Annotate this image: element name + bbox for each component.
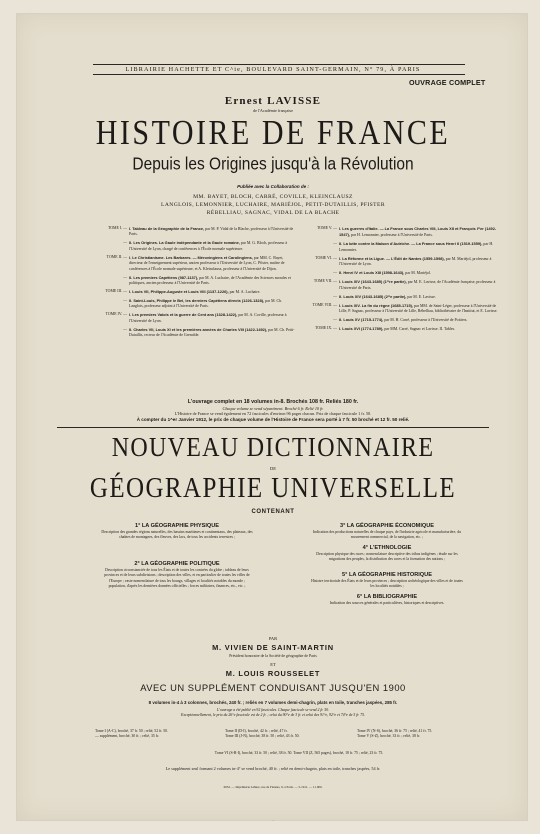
tome-price: Tome I (A-C), broché, 37 fr. 50 ; relié, 52 fr. 50. <box>95 729 169 733</box>
section-political-geography: 2° LA GÉOGRAPHIE POLITIQUE Description circonstanciée de tous les États et de toutes les contrées du globe ; tableau de leurs provinces et de leurs subdivisions ; description des villes, et en particulier de toutes les villes de l'Europe ; vaste nomenclature de tous les bourgs, villages et localités notables du monde ; population, d'après les dernières données officielles ; forces militaires, finances, etc., etc. ; <box>104 561 250 588</box>
editor-vivien-role: Président honoraire de la Société de géographie de Paris <box>229 654 317 658</box>
editor-vivien: M. VIVIEN DE SAINT-MARTIN <box>212 643 334 652</box>
top-rule <box>93 64 465 65</box>
foot-mark: · <box>272 818 274 823</box>
volume-entry: — II. Les premiers Capétiens (987-1137), par M. A. Luchaire, de l'Académie des Sciences morales et politiques, ancien professeur à l'Université de Paris. <box>123 274 291 286</box>
tome-price: Tome II (D-I), broché, 42 fr. ; relié, 47 fr. <box>225 729 288 733</box>
supplement-title: AVEC UN SUPPLÉMENT CONDUISANT JUSQU'EN 1900 <box>140 682 406 693</box>
tome-price: Tome V (S-Z), broché, 33 fr. ; relié, 38 fr. <box>357 734 421 739</box>
tome-price: Tome III (J-N), broché, 38 fr. 50 ; relié, 43 fr. 50. <box>225 734 300 739</box>
supplement-note: Le supplément seul formant 2 volumes in-4° se vend broché, 40 fr. ; relié en demi-chagrin, plats en toile, tranches jaspées, 54 fr. <box>165 766 381 771</box>
section-economic-geography: 3° LA GÉOGRAPHIE ÉCONOMIQUE Indication des productions naturelles de chaque pays, de l'industrie agricole et manufacturière, du mouvement commercial, de la navigation, etc. ; <box>312 523 462 540</box>
contents-heading: CONTENANT <box>251 509 295 515</box>
editor-rousselet: M. LOUIS ROUSSELET <box>225 669 321 678</box>
tome-price-last: Tome VI (S-R-I), broché, 33 fr. 50 ; relié, 38 fr. 50. Tome VII (Z, 565 pages), broché, 18 fr. 75 ; relié, 23 fr. 75. <box>214 751 384 755</box>
publisher-line: LIBRAIRIE HACHETTE ET C^ie, BOULEVARD SAINT-GERMAIN, N° 79, À PARIS <box>125 66 421 73</box>
history-subtitle: Depuis les Origines jusqu'à la Révolution <box>132 155 414 175</box>
summary-line: L'ouvrage complet en 18 volumes in-8. Brochés 108 fr. Reliés 180 fr. <box>187 399 359 405</box>
summary-line: L'Histoire de France se vend également en 72 fascicules d'environ 96 pages chacun. Prix de chaque fascicule 1 fr. 50. <box>174 411 372 417</box>
volume-entry: TOME III. — I. Louis VII, Philippe-Auguste et Louis VIII (1137-1226), par M. A. Luchaire. <box>105 289 261 295</box>
complete-work-badge: OUVRAGE COMPLET <box>409 78 486 87</box>
volume-entry: TOME V. — I. Les guerres d'Italie. — La France sous Charles VIII, Louis XII et François I^er (1492-1547), par H. Lemonnier, professeur à l'Université de Paris. <box>317 226 497 238</box>
collaborators-line: LANGLOIS, LEMONNIER, LUCHAIRE, MARIÉJOL, PETIT-DUTAILLIS, PFISTER <box>161 202 385 209</box>
section-physical-geography: 1° LA GÉOGRAPHIE PHYSIQUE Description des grandes régions naturelles, des bassins maritimes et continentaux, des plateaux, des chaînes de montagnes, des fleuves, des lacs, de tous les accidents terrestres ; <box>101 523 253 540</box>
author-affiliation: de l'Académie française <box>252 108 294 113</box>
pricing-line: Exceptionnellement, le prix du 26^e fascicule est de 2 fr. ; celui du 90^e de 3 fr. et celui des 91^e, 92^e et 74^e de 5 fr. 75. <box>181 713 365 718</box>
history-pricing-summary <box>17 400 529 422</box>
tome-price: Tome IV (N-S), broché, 36 fr. 75 ; relié, 41 fr. 75. <box>357 729 433 733</box>
volume-entry: TOME II. — I. Le Christianisme. Les Barbares. — Mérovingiens et Carolingiens, par MM. C. Bayet, directeur de l'enseignement supérieur, ancien professeur à l'Université de Lyon, C. Pfister, maître de conférences à l'École normale supérieure, et A. Kleinclausz, professeur à l'Université de Dijon. <box>106 254 285 271</box>
tomes-column <box>225 729 353 740</box>
volume-entry: TOME I. — I. Tableau de la Géographie de la France, par M. P. Vidal de la Blache, professeur à l'Université de Paris. <box>107 226 294 237</box>
collaboration-heading: Publiée avec la Collaboration de : <box>237 184 309 189</box>
tome-price: — supplément, broché, 30 fr. ; relié, 35 fr. <box>95 734 160 739</box>
section-rule <box>57 427 489 428</box>
section-historical-geography: 5° LA GÉOGRAPHIE HISTORIQUE Histoire territoriale des États et de leurs provinces ; description archéologique des villes et de toutes les localités notables ; <box>311 572 463 589</box>
publisher-rule <box>93 74 465 75</box>
collaborators-line: MM. BAYET, BLOCH, CARRÉ, COVILLE, KLEINCLAUSZ <box>193 194 353 200</box>
volume-entry: — II. La lutte contre la Maison d'Autriche. — La France sous Henri II (1519-1559), par H. Lemonnier. <box>333 241 494 252</box>
volume-entry: TOME VI. — I. La Réforme et la Ligue. — L'Édit de Nantes (1559-1598), par M. Mariéjol, professeur à l'Université de Lyon. <box>315 255 492 267</box>
volume-entry: — II. Charles VII, Louis XI et les premières années de Charles VIII (1422-1492), par M. Ch. Petit-Dutaillis, recteur de l'Académie de Grenoble. <box>123 326 295 338</box>
dictionary-complete-price: 8 volumes in-4 à 3 colonnes, brochés, 240 fr. ; reliés en 7 volumes demi-chagrin, plats en toile, tranches jaspées, 285 fr. <box>148 700 398 705</box>
volume-entry: — II. Les Origines. La Gaule indépendante et la Gaule romaine, par M. G. Bloch, professeur à l'Université de Lyon, chargé de conférences à l'École normale supérieure. <box>123 240 288 251</box>
dictionary-title-top: NOUVEAU DICTIONNAIRE <box>111 433 435 463</box>
volume-entry: — II. Saint-Louis, Philippe le Bel, les derniers Capétiens directs (1226-1328), par M. Ch. Langlois, professeur adjoint à l'Université de Paris. <box>123 298 282 309</box>
collaborators-line: RÉBELLIAU, SAGNAC, VIDAL DE LA BLACHE <box>206 210 340 217</box>
collaborators-list <box>17 193 529 218</box>
tomes-column <box>357 729 475 740</box>
et-label: ET <box>270 662 276 667</box>
author-name: Ernest LAVISSE <box>224 95 322 107</box>
document-sheet <box>16 13 528 821</box>
dictionary-title-main: GÉOGRAPHIE UNIVERSELLE <box>89 473 457 505</box>
volume-entry: — II. Henri IV et Louis XIII (1598-1643), par M. Mariéjol. <box>333 270 432 276</box>
summary-line: Chaque volume se vend séparément. Broché 6 fr. Relié 10 fr. <box>222 405 324 411</box>
volume-entry: TOME IV. — I. Les premiers Valois et la guerre de Cent ans (1328-1422), par M. A. Coville, professeur à l'Université de Lyon. <box>105 312 287 323</box>
volume-entry: — II. Louis XIV (1643-1685) (2^e partie), par M. E. Lavisse. <box>333 293 436 299</box>
section-ethnology: 4° L'ETHNOLOGIE Description physique des races ; nomenclature descriptive des tribus indigènes ; étude sur les migrations des peuples, la distribution des races et la formation des nations ; <box>316 545 458 562</box>
par-label: PAR <box>268 636 278 641</box>
dictionary-fascicule-pricing <box>17 708 529 718</box>
volume-entry: — II. Louis XV (1715-1774), par M. H. Carré, professeur à l'Université de Poitiers. <box>333 317 468 323</box>
volume-entry: TOME VIII. — I. Louis XIV. La fin du règne (1685-1715), par MM. de Saint-Léger, professeur à l'Université de Lille, P. Sagnac, professeur à l'Université de Lille, Rébelliau, bibliothécaire de l'Institut, et E. Lavisse. <box>312 302 498 314</box>
volume-entry: TOME IX. — I. Louis XVI (1774-1789), par MM. Carré, Sagnac et Lavisse. II. Tables. <box>315 326 456 332</box>
section-bibliography: 6° LA BIBLIOGRAPHIE Indication des sources générales et particulières, historiques et descriptives. <box>329 594 445 605</box>
history-title: HISTOIRE DE FRANCE <box>95 114 451 152</box>
dictionary-title-de: DE <box>270 466 276 471</box>
volume-entry: TOME VII. — I. Louis XIV (1643-1685) (1^re partie), par M. E. Lavisse, de l'Académie française, professeur à l'Université de Paris. <box>313 279 496 290</box>
printer-line: 6052. — Imprimerie Lahure, rue de Fleurus, 9, à Paris. — 5-1911. — 11.000. <box>223 785 323 789</box>
volumes-right-column <box>312 226 505 335</box>
pricing-line: L'ouvrage a été publié en 92 fascicules. Chaque fascicule se vend 2 fr. 50. <box>216 708 330 712</box>
summary-line: À compter du 1^er Janvier 1912, le prix de chaque volume de l'Histoire de France sera porté à 7 fr. 50 broché et 12 fr. 50 relié. <box>136 416 410 422</box>
tomes-column <box>95 729 223 740</box>
volumes-left-column <box>107 226 297 341</box>
